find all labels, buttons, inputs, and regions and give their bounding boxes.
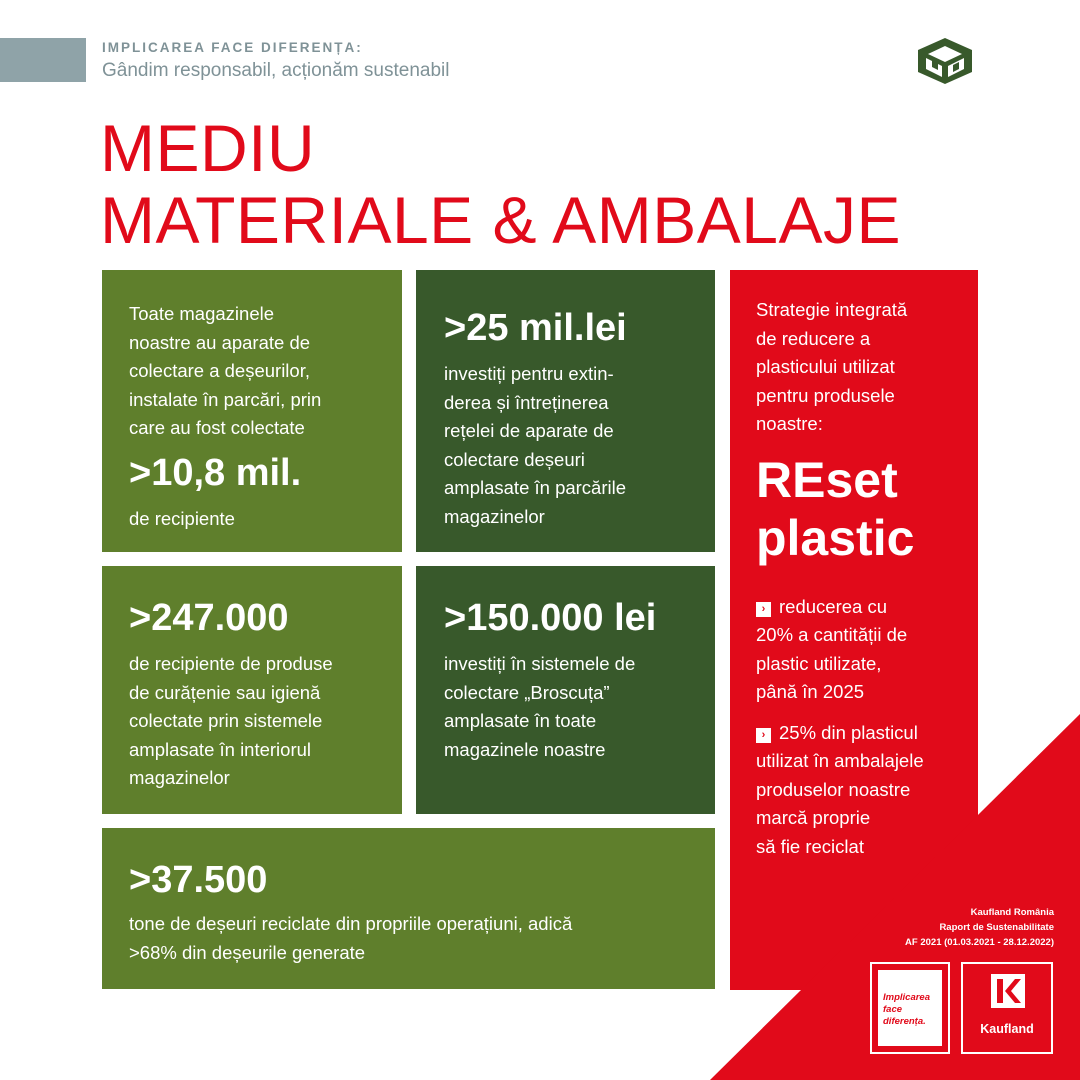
reset-heading-line-1: REset [756,451,898,508]
chevron-right-icon: › [756,602,771,617]
card-text-line: colectate prin sistemele [129,710,323,731]
card-text-line: magazinele noastre [444,738,606,760]
card-text-line: tone de deșeuri reciclate din propriile operațiuni, adică [129,913,573,934]
chevron-right-icon: › [756,728,771,743]
bullet-text-line: până în 2025 [756,681,865,702]
bullet-text-line: să fie reciclat [756,835,864,857]
card-text-line: derea și întreținerea [444,391,609,413]
strategy-intro [756,296,976,439]
kaufland-wordmark: Kaufland [980,1022,1034,1036]
card-text-line: de curățenie sau igienă [129,681,321,703]
badge-text-line: Implicarea [883,992,930,1003]
kaufland-logo [961,962,1053,1054]
title-line-1: MEDIU [100,111,316,185]
card-text-line: investiți în sistemele de [444,653,636,674]
card-big-number: >247.000 [129,597,289,639]
card-text-line: >68% din deșeurile generate [129,941,366,963]
card-text-line: Toate magazinele [129,303,275,324]
card-big-number: >25 mil.lei [444,307,627,349]
card-big-number: >10,8 mil. [129,451,302,494]
card-text-line: instalate în parcări, prin [129,388,322,410]
reset-bullet-2 [756,719,976,862]
bullet-text-line: 25% din plasticul [779,721,918,743]
card-text-line: noastre au aparate de [129,331,311,353]
implicarea-badge [870,962,950,1054]
reset-plastic-content [756,296,976,873]
bullet-text-line: reducerea cu [779,595,887,617]
card-text-line: magazinelor [129,767,230,788]
card-text-line: magazinelor [444,505,545,527]
credits-line: Raport de Sustenabilitate [939,922,1054,933]
card-text-line: care au fost colectate [129,417,305,438]
card-text-line: colectare „Broscuța” [444,681,610,703]
reset-plastic-heading [756,451,976,567]
panel-text-line: de reducere a [756,327,871,349]
badge-text-line: diferența. [883,1016,926,1027]
panel-text-line: Strategie integrată [756,299,908,320]
card-text-line: amplasate în interiorul [129,738,312,760]
reset-heading-line-2: plastic [756,509,915,566]
implicarea-badge-text [878,970,942,1046]
panel-text-line: pentru produsele [756,384,895,406]
bullet-text-line: produselor noastre [756,778,911,800]
card-text-line: de recipiente de produse [129,653,333,674]
card-text-line: colectare a deșeurilor, [129,360,310,381]
badge-text-line: face [883,1004,903,1015]
kaufland-k-logo [991,974,1025,1008]
card-text-line: rețelei de aparate de [444,420,614,441]
bullet-text-line: utilizat în ambalajele [756,750,924,771]
reset-bullet-1 [756,593,976,707]
card-big-number: >37.500 [129,859,268,901]
title-line-2: MATERIALE & AMBALAJE [100,183,902,257]
bullet-text-line: plastic utilizate, [756,652,882,674]
report-credits [905,905,1054,950]
card-text-line: amplasate în toate [444,710,597,731]
card-text-line: investiți pentru extin- [444,363,614,384]
header-kicker: IMPLICAREA FACE DIFERENȚA: [102,40,363,55]
card-text-line: colectare deșeuri [444,448,585,470]
card-big-number: >150.000 lei [444,597,657,639]
bullet-text-line: marcă proprie [756,807,871,828]
card-text-line: amplasate în parcările [444,477,627,498]
panel-text-line: noastre: [756,413,823,434]
header-subtitle: Gândim responsabil, acționăm sustenabil [102,60,450,81]
bullet-text-line: 20% a cantității de [756,624,908,645]
card-caption: de recipiente [129,507,235,529]
credits-line: Kaufland România [970,907,1054,918]
credits-line: AF 2021 (01.03.2021 - 28.12.2022) [905,937,1054,948]
panel-text-line: plasticului utilizat [756,356,895,377]
